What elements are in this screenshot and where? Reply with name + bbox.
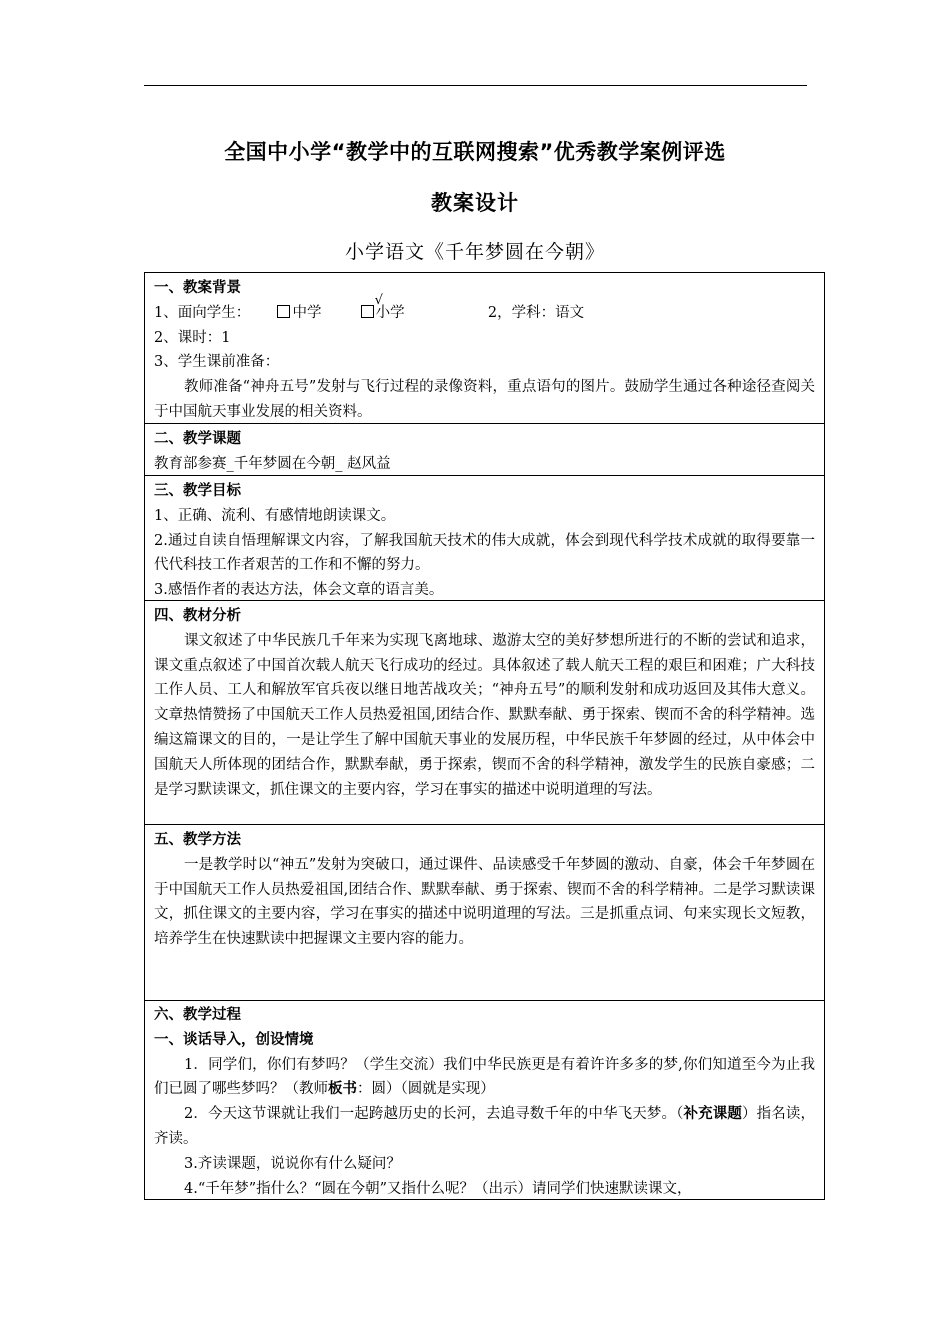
process-paragraph: 3.齐读课题，说说你有什么疑问？ — [184, 1155, 401, 1172]
topic-text: 教育部参赛_千年梦圆在今朝_ 赵风益 — [154, 455, 391, 472]
check-mark-icon: √ — [374, 292, 383, 308]
document-title: 全国中小学“教学中的互联网搜索”优秀教学案例评选 — [224, 140, 726, 164]
document-subtitle: 教案设计 — [431, 191, 519, 215]
option-middle-school[interactable]: 中学 — [277, 301, 321, 326]
goal-item: 1、正确、流利、有感情地朗读课文。 — [154, 507, 396, 524]
method-text: 一是教学时以“神五”发射为突破口，通过课件、品读感受千年梦圆的激动、自豪，体会千年梦圆在于中国航天工作人员热爱祖国,团结合作、默默奉献、勇于探索、锲而不舍的科学精神。二是学习默读课文，抓住课文的主要内容，学习在事实的描述中说明道理的写法。三是抓重点词、句来实现长文短教，培养学生在快速默读中把握课文主要内容的能力。 — [154, 856, 815, 948]
process-paragraph: 1．同学们，你们有梦吗？（学生交流）我们中华民族更是有着许许多多的梦,你们知道至今为止我们已圆了哪些梦吗？（教师板书：圆）（圆就是实现） — [154, 1056, 815, 1098]
section-background — [145, 273, 824, 424]
prep-label: 3、学生课前准备： — [154, 354, 280, 371]
process-paragraph: 4.“千年梦”指什么？“圆在今朝”又指什么呢？（出示）请同学们快速默读课文， — [184, 1180, 692, 1197]
section-topic — [145, 424, 824, 476]
audience-row — [154, 292, 815, 326]
section-heading: 一、教案背景 — [154, 280, 241, 296]
section-method — [145, 825, 824, 1001]
section-heading: 四、教材分析 — [154, 608, 241, 624]
section-analysis — [145, 601, 824, 825]
subject-label: 2，学科：语文 — [487, 304, 585, 321]
class-hours: 2、课时：1 — [154, 329, 231, 346]
section-process — [145, 1001, 824, 1199]
audience-label: 1、面向学生： — [154, 304, 251, 321]
lesson-plan-table — [144, 272, 825, 1200]
section-heading: 六、教学过程 — [154, 1007, 241, 1023]
checkbox-icon — [277, 305, 290, 318]
header-rule — [144, 85, 807, 86]
prep-text: 教师准备“神舟五号”发射与飞行过程的录像资料，重点语句的图片。鼓励学生通过各种途径查阅关于中国航天事业发展的相关资料。 — [154, 379, 815, 420]
section-goals — [145, 476, 824, 601]
goal-item: 3.感悟作者的表达方法，体会文章的语言美。 — [154, 582, 444, 599]
process-paragraph: 2．今天这节课就让我们一起跨越历史的长河，去追寻数千年的中华飞天梦。（补充课题）指名读，齐读。 — [154, 1106, 815, 1147]
section-heading: 三、教学目标 — [154, 483, 241, 499]
lesson-title: 小学语文《千年梦圆在今朝》 — [344, 241, 605, 263]
section-heading: 五、教学方法 — [154, 832, 241, 848]
checkbox-icon — [361, 305, 374, 318]
analysis-text: 课文叙述了中华民族几千年来为实现飞离地球、遨游太空的美好梦想所进行的不断的尝试和追求，课文重点叙述了中国首次载人航天飞行成功的经过。具体叙述了载人航天工程的艰巨和困难；广大科技工作人员、工人和解放军官兵夜以继日地苦战攻关；“神舟五号”的顺利发射和成功返回及其伟大意义。文章热情赞扬了中国航天工作人员热爱祖国,团结合作、默默奉献、勇于探索、锲而不舍的科学精神。选编这篇课文的目的，一是让学生了解中国航天事业的发展历程，中华民族千年梦圆的经过，从中体会中国航天人所体现的团结合作，默默奉献，勇于探索，锲而不舍的科学精神，激发学生的民族自豪感；二是学习默读课文，抓住课文的主要内容，学习在事实的描述中说明道理的写法。 — [154, 632, 815, 798]
section-heading: 二、教学课题 — [154, 431, 241, 447]
goal-item: 2.通过自读自悟理解课文内容，了解我国航天技术的伟大成就，体会到现代科学技术成就的取得要靠一代代科技工作者艰苦的工作和不懈的努力。 — [154, 532, 815, 574]
sub-heading: 一、谈话导入，创设情境 — [154, 1031, 314, 1048]
option-primary-school[interactable]: √ 小学 — [361, 301, 405, 326]
